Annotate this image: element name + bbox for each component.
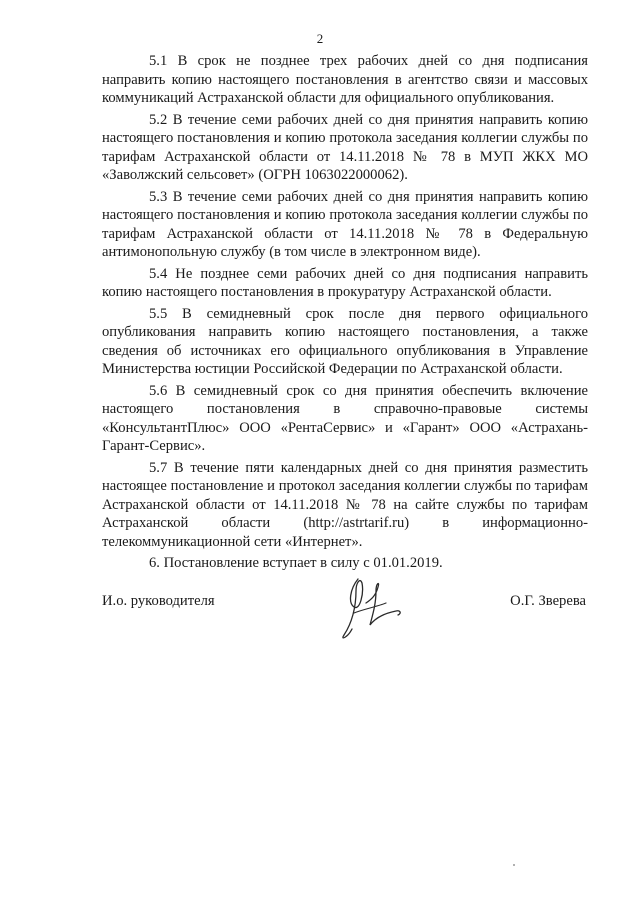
paragraph-5-3: 5.3 В течение семи рабочих дней со дня принятия направить копию настоящего постановления и копию протокола заседания коллегии службы по тарифам Астраханской области от 14.11.2018 № 78 в Федеральную антимонопольную службу (в том числе в электронном виде). [102,188,588,260]
signatory-name: О.Г. Зверева [510,593,586,609]
signatory-title: И.о. руководителя [102,593,215,609]
paragraph-6: 6. Постановление вступает в силу с 01.01.2019. [149,555,443,571]
paragraph-5-5: 5.5 В семидневный срок после дня первого официального опубликования направить копию настоящего постановления, а также сведения об источниках его официального опубликования в Управление Министерства юстиции Российской Федерации по Астраханской области. [102,305,588,377]
paragraph-5-1: 5.1 В срок не позднее трех рабочих дней со дня подписания направить копию настоящего постановления в агентство связи и массовых коммуникаций Астраханской области для официального опубликования. [102,53,588,106]
paragraph-5-7: 5.7 В течение пяти календарных дней со дня принятия разместить настоящее постановление и протокол заседания коллегии службы по тарифам Астраханской области от 14.11.2018 № 78 на сайте службы по тарифам Астраханской области (http://astrtarif.ru) в информационно-телекоммуникационной сети «Интернет». [102,459,588,550]
paragraph-5-2: 5.2 В течение семи рабочих дней со дня принятия направить копию настоящего постановления и копию протокола заседания коллегии службы по тарифам Астраханской области от 14.11.2018 № 78 в МУП ЖКХ МО «Заволжский сельсовет» (ОГРН 1063022000062). [102,111,588,183]
page-number: 2 [316,31,324,46]
paragraph-5-6: 5.6 В семидневный срок со дня принятия обеспечить включение настоящего постановления в справочно-правовые системы «КонсультантПлюс» ООО «РентаСервис» и «Гарант» ООО «Астрахань-Гарант-Сервис». [102,382,588,454]
handwritten-signature [336,573,408,645]
scan-dot [513,864,515,866]
document-body [102,52,588,576]
paragraph-5-4: 5.4 Не позднее семи рабочих дней со дня подписания направить копию настоящего постановления в прокуратуру Астраханской области. [102,265,588,300]
